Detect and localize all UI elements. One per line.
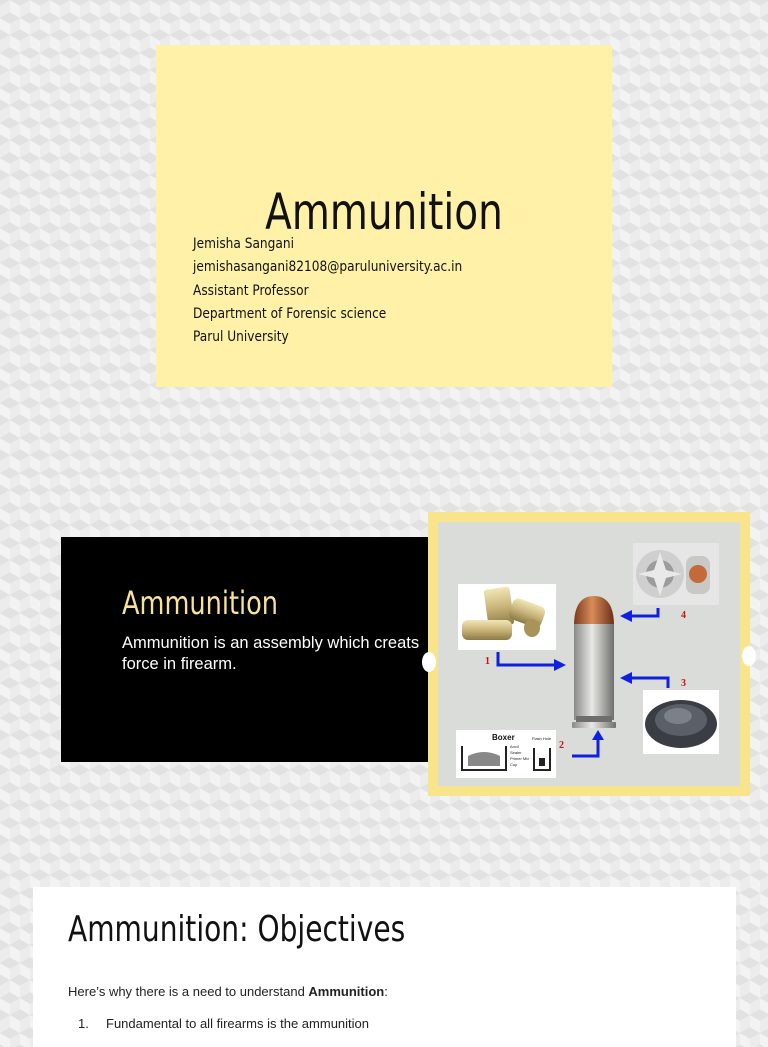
list-number: 1. <box>78 1016 89 1031</box>
primer-caption: Boxer <box>492 733 515 742</box>
arrow-4 <box>630 608 658 616</box>
author-email: jemishasangani82108@paruluniversity.ac.in <box>193 259 463 276</box>
primer-image <box>456 730 556 778</box>
definition-panel <box>61 537 428 762</box>
hollow-point-image <box>633 543 719 605</box>
flash-hole-caption: Flash Hole <box>532 736 552 741</box>
label-3: 3 <box>681 678 686 689</box>
intro-suffix: : <box>384 984 388 999</box>
definition-text: Ammunition is an assembly which creats force in firearm. <box>122 634 420 673</box>
cartridge-image <box>572 596 616 728</box>
author-role: Assistant Professor <box>193 282 309 299</box>
author-info <box>193 233 462 349</box>
primer-part-sealer: Sealer <box>510 750 522 755</box>
title-slide <box>156 45 612 387</box>
arrow-2 <box>572 738 598 756</box>
author-department: Department of Forensic science <box>193 305 387 322</box>
objectives-heading: Ammunition: Objectives <box>68 909 406 950</box>
empty-cases-image <box>458 584 556 650</box>
cartridge-diagram-svg <box>428 512 750 796</box>
arrow-3 <box>630 678 668 688</box>
label-4: 4 <box>681 610 686 621</box>
primer-part-cup: Cup <box>510 762 518 767</box>
author-name: Jemisha Sangani <box>193 236 294 252</box>
objectives-intro <box>68 984 388 999</box>
objectives-slide <box>33 887 736 1047</box>
ammunition-diagram <box>428 512 750 796</box>
arrow-1 <box>498 652 558 665</box>
intro-prefix: Here’s why there is a need to understand <box>68 984 309 999</box>
primer-part-anvil: Anvil <box>510 744 519 749</box>
intro-bold: Ammunition <box>308 984 385 999</box>
author-university: Parul University <box>193 329 289 346</box>
definition-heading: Ammunition <box>122 584 278 622</box>
label-2: 2 <box>559 740 564 751</box>
primer-part-mix: Primer Mix <box>510 756 530 761</box>
label-1: 1 <box>485 656 490 667</box>
slide-title: Ammunition <box>265 183 503 241</box>
list-text: Fundamental to all firearms is the ammunition <box>106 1016 370 1031</box>
gunpowder-image <box>643 690 719 754</box>
